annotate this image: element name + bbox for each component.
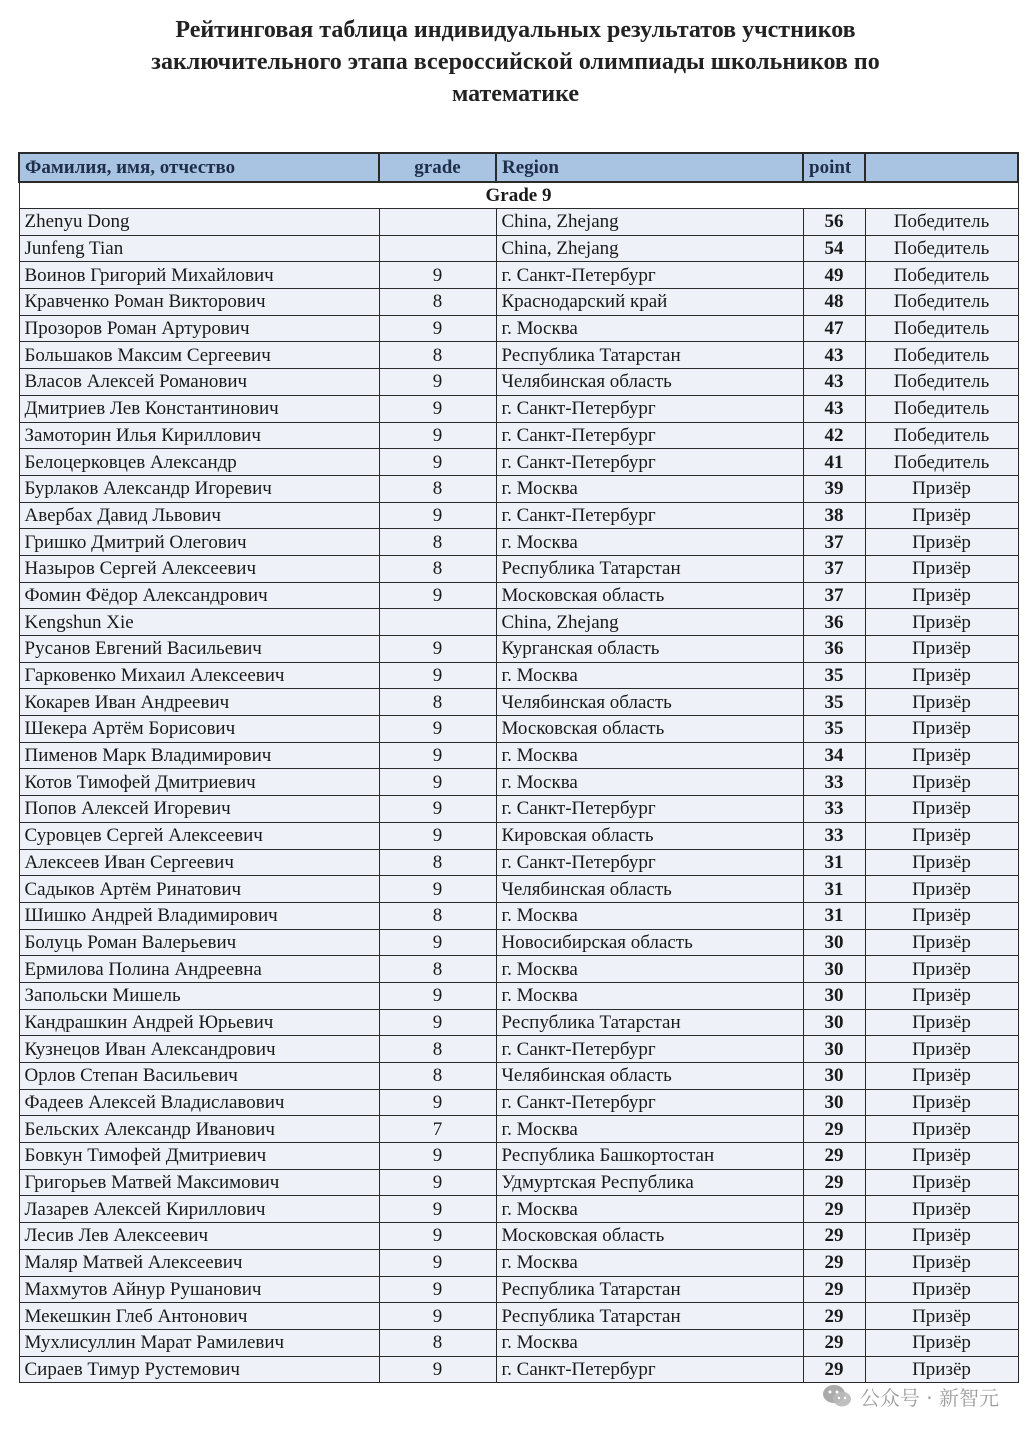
- cell-grade: 9: [379, 395, 496, 422]
- table-row: [19, 742, 1018, 769]
- cell-region: Республика Татарстан: [496, 1303, 803, 1330]
- cell-status: Призёр: [865, 1036, 1018, 1063]
- cell-points: 41: [803, 449, 865, 476]
- cell-points: 35: [803, 689, 865, 716]
- table-row: [19, 1009, 1018, 1036]
- cell-grade: 9: [379, 929, 496, 956]
- cell-region: Челябинская область: [496, 689, 803, 716]
- cell-status: Призёр: [865, 1223, 1018, 1250]
- cell-status: Призёр: [865, 769, 1018, 796]
- cell-name: Замоторин Илья Кириллович: [19, 422, 379, 449]
- cell-grade: 8: [379, 1063, 496, 1090]
- cell-name: Прозоров Роман Артурович: [19, 315, 379, 342]
- cell-status: Призёр: [865, 1249, 1018, 1276]
- cell-points: 49: [803, 262, 865, 289]
- table-row: [19, 982, 1018, 1009]
- cell-region: г. Москва: [496, 315, 803, 342]
- cell-region: China, Zhejang: [496, 609, 803, 636]
- cell-points: 42: [803, 422, 865, 449]
- table-row: [19, 1063, 1018, 1090]
- cell-region: г. Москва: [496, 1249, 803, 1276]
- cell-points: 30: [803, 956, 865, 983]
- cell-status: Победитель: [865, 235, 1018, 262]
- cell-region: г. Москва: [496, 1116, 803, 1143]
- cell-status: Призёр: [865, 742, 1018, 769]
- cell-name: Бельских Александр Иванович: [19, 1116, 379, 1143]
- cell-points: 31: [803, 902, 865, 929]
- cell-grade: 9: [379, 1223, 496, 1250]
- cell-status: Призёр: [865, 876, 1018, 903]
- cell-grade: [379, 235, 496, 262]
- cell-status: Призёр: [865, 1329, 1018, 1356]
- cell-name: Бовкун Тимофей Дмитриевич: [19, 1143, 379, 1170]
- cell-region: Челябинская область: [496, 369, 803, 396]
- table-row: [19, 555, 1018, 582]
- table-row: [19, 1303, 1018, 1330]
- cell-status: Победитель: [865, 342, 1018, 369]
- cell-points: 54: [803, 235, 865, 262]
- table-row: [19, 369, 1018, 396]
- cell-status: Победитель: [865, 369, 1018, 396]
- cell-grade: 9: [379, 982, 496, 1009]
- cell-grade: 9: [379, 876, 496, 903]
- cell-region: г. Москва: [496, 529, 803, 556]
- cell-points: 29: [803, 1303, 865, 1330]
- cell-status: Призёр: [865, 1116, 1018, 1143]
- cell-name: Ермилова Полина Андреевна: [19, 956, 379, 983]
- table-row: [19, 395, 1018, 422]
- cell-grade: 9: [379, 796, 496, 823]
- cell-name: Kengshun Xie: [19, 609, 379, 636]
- table-row: [19, 422, 1018, 449]
- cell-grade: [379, 609, 496, 636]
- table-row: [19, 1329, 1018, 1356]
- cell-name: Дмитриев Лев Константинович: [19, 395, 379, 422]
- cell-grade: 9: [379, 1303, 496, 1330]
- cell-points: 29: [803, 1276, 865, 1303]
- cell-points: 29: [803, 1196, 865, 1223]
- cell-grade: 9: [379, 502, 496, 529]
- cell-status: Призёр: [865, 1196, 1018, 1223]
- title-line-3: математике: [451, 81, 580, 107]
- cell-points: 47: [803, 315, 865, 342]
- table-row: [19, 1276, 1018, 1303]
- cell-status: Призёр: [865, 555, 1018, 582]
- page-title: [0, 14, 1031, 110]
- table-row: [19, 662, 1018, 689]
- cell-region: г. Москва: [496, 956, 803, 983]
- cell-grade: 8: [379, 849, 496, 876]
- column-header-points: point: [803, 153, 865, 182]
- cell-status: Призёр: [865, 636, 1018, 663]
- cell-grade: 9: [379, 662, 496, 689]
- table-row: [19, 235, 1018, 262]
- cell-status: Призёр: [865, 1276, 1018, 1303]
- cell-region: China, Zhejang: [496, 235, 803, 262]
- cell-grade: 9: [379, 315, 496, 342]
- cell-points: 33: [803, 822, 865, 849]
- cell-region: China, Zhejang: [496, 209, 803, 236]
- cell-region: г. Санкт-Петербург: [496, 395, 803, 422]
- cell-status: Победитель: [865, 395, 1018, 422]
- table-row: [19, 449, 1018, 476]
- cell-status: Призёр: [865, 662, 1018, 689]
- cell-status: Призёр: [865, 609, 1018, 636]
- cell-points: 33: [803, 769, 865, 796]
- cell-points: 30: [803, 1036, 865, 1063]
- cell-points: 43: [803, 369, 865, 396]
- cell-name: Болуць Роман Валерьевич: [19, 929, 379, 956]
- cell-points: 29: [803, 1249, 865, 1276]
- cell-points: 35: [803, 662, 865, 689]
- cell-grade: 9: [379, 369, 496, 396]
- cell-status: Призёр: [865, 529, 1018, 556]
- cell-status: Победитель: [865, 209, 1018, 236]
- cell-name: Гришко Дмитрий Олегович: [19, 529, 379, 556]
- cell-points: 30: [803, 1089, 865, 1116]
- table-row: [19, 342, 1018, 369]
- cell-points: 43: [803, 395, 865, 422]
- table-header-row: [19, 153, 1018, 182]
- cell-points: 29: [803, 1329, 865, 1356]
- cell-grade: 9: [379, 822, 496, 849]
- cell-name: Русанов Евгений Васильевич: [19, 636, 379, 663]
- table-row: [19, 1223, 1018, 1250]
- cell-grade: 9: [379, 582, 496, 609]
- cell-status: Призёр: [865, 982, 1018, 1009]
- table-row: [19, 609, 1018, 636]
- cell-region: г. Москва: [496, 662, 803, 689]
- cell-status: Победитель: [865, 422, 1018, 449]
- cell-region: г. Санкт-Петербург: [496, 449, 803, 476]
- cell-name: Junfeng Tian: [19, 235, 379, 262]
- cell-points: 37: [803, 582, 865, 609]
- table-row: [19, 956, 1018, 983]
- cell-region: г. Москва: [496, 902, 803, 929]
- cell-grade: 9: [379, 1249, 496, 1276]
- cell-grade: 9: [379, 1276, 496, 1303]
- table-row: [19, 876, 1018, 903]
- cell-grade: 8: [379, 689, 496, 716]
- cell-name: Шишко Андрей Владимирович: [19, 902, 379, 929]
- cell-region: г. Санкт-Петербург: [496, 1089, 803, 1116]
- cell-region: Удмуртская Республика: [496, 1169, 803, 1196]
- cell-region: г. Санкт-Петербург: [496, 849, 803, 876]
- cell-grade: 9: [379, 636, 496, 663]
- cell-points: 30: [803, 1009, 865, 1036]
- cell-grade: 8: [379, 1036, 496, 1063]
- cell-region: Новосибирская область: [496, 929, 803, 956]
- cell-points: 39: [803, 475, 865, 502]
- cell-region: г. Санкт-Петербург: [496, 422, 803, 449]
- cell-region: г. Москва: [496, 1329, 803, 1356]
- table-row: [19, 822, 1018, 849]
- cell-region: Краснодарский край: [496, 289, 803, 316]
- table-row: [19, 475, 1018, 502]
- table-body: [19, 182, 1018, 1383]
- title-line-2: заключительного этапа всероссийской олимпиады школьников по: [151, 49, 880, 75]
- cell-status: Призёр: [865, 582, 1018, 609]
- cell-name: Власов Алексей Романович: [19, 369, 379, 396]
- cell-region: г. Санкт-Петербург: [496, 1036, 803, 1063]
- cell-region: г. Москва: [496, 742, 803, 769]
- cell-name: Григорьев Матвей Максимович: [19, 1169, 379, 1196]
- cell-region: г. Москва: [496, 475, 803, 502]
- cell-region: Кировская область: [496, 822, 803, 849]
- cell-region: Московская область: [496, 1223, 803, 1250]
- cell-name: Мухлисуллин Марат Рамилевич: [19, 1329, 379, 1356]
- cell-points: 36: [803, 636, 865, 663]
- table-row: [19, 1196, 1018, 1223]
- group-label: Grade 9: [19, 182, 1018, 209]
- cell-name: Zhenyu Dong: [19, 209, 379, 236]
- cell-points: 30: [803, 1063, 865, 1090]
- cell-points: 34: [803, 742, 865, 769]
- cell-points: 30: [803, 982, 865, 1009]
- cell-status: Призёр: [865, 956, 1018, 983]
- cell-status: Призёр: [865, 849, 1018, 876]
- cell-name: Авербах Давид Львович: [19, 502, 379, 529]
- cell-status: Призёр: [865, 822, 1018, 849]
- cell-region: Республика Башкортостан: [496, 1143, 803, 1170]
- cell-points: 36: [803, 609, 865, 636]
- column-header-name: Фамилия, имя, отчество: [19, 153, 379, 182]
- cell-points: 37: [803, 529, 865, 556]
- cell-name: Назыров Сергей Алексеевич: [19, 555, 379, 582]
- cell-grade: 9: [379, 1196, 496, 1223]
- cell-points: 33: [803, 796, 865, 823]
- cell-region: г. Санкт-Петербург: [496, 502, 803, 529]
- cell-grade: 9: [379, 769, 496, 796]
- cell-status: Призёр: [865, 1089, 1018, 1116]
- cell-grade: 8: [379, 342, 496, 369]
- cell-region: г. Санкт-Петербург: [496, 796, 803, 823]
- cell-status: Призёр: [865, 902, 1018, 929]
- cell-status: Победитель: [865, 262, 1018, 289]
- cell-points: 56: [803, 209, 865, 236]
- cell-name: Лесив Лев Алексеевич: [19, 1223, 379, 1250]
- table-row: [19, 262, 1018, 289]
- table-row: [19, 1143, 1018, 1170]
- table-row: [19, 1169, 1018, 1196]
- cell-name: Попов Алексей Игоревич: [19, 796, 379, 823]
- cell-status: Победитель: [865, 315, 1018, 342]
- cell-status: Призёр: [865, 1143, 1018, 1170]
- cell-status: Победитель: [865, 289, 1018, 316]
- table-row: [19, 1356, 1018, 1383]
- cell-name: Большаков Максим Сергеевич: [19, 342, 379, 369]
- cell-name: Махмутов Айнур Рушанович: [19, 1276, 379, 1303]
- cell-status: Призёр: [865, 689, 1018, 716]
- cell-status: Призёр: [865, 475, 1018, 502]
- cell-region: Челябинская область: [496, 1063, 803, 1090]
- cell-grade: 8: [379, 1329, 496, 1356]
- table-row: [19, 636, 1018, 663]
- table-row: [19, 502, 1018, 529]
- cell-name: Котов Тимофей Дмитриевич: [19, 769, 379, 796]
- cell-name: Маляр Матвей Алексеевич: [19, 1249, 379, 1276]
- cell-grade: 9: [379, 1089, 496, 1116]
- cell-grade: 9: [379, 1143, 496, 1170]
- table-row: [19, 209, 1018, 236]
- cell-points: 29: [803, 1169, 865, 1196]
- cell-name: Белоцерковцев Александр: [19, 449, 379, 476]
- cell-region: Республика Татарстан: [496, 1009, 803, 1036]
- cell-grade: 8: [379, 902, 496, 929]
- table-row: [19, 289, 1018, 316]
- cell-grade: 7: [379, 1116, 496, 1143]
- table-row: [19, 315, 1018, 342]
- cell-status: Победитель: [865, 449, 1018, 476]
- cell-name: Фомин Фёдор Александрович: [19, 582, 379, 609]
- title-line-1: Рейтинговая таблица индивидуальных результатов учстников: [175, 17, 856, 43]
- cell-region: Республика Татарстан: [496, 342, 803, 369]
- cell-region: г. Санкт-Петербург: [496, 262, 803, 289]
- cell-name: Лазарев Алексей Кириллович: [19, 1196, 379, 1223]
- group-row: [19, 182, 1018, 209]
- table-row: [19, 1116, 1018, 1143]
- cell-grade: 9: [379, 262, 496, 289]
- cell-grade: 9: [379, 1356, 496, 1383]
- watermark-text: 公众号 · 新智元: [859, 1385, 999, 1410]
- cell-status: Призёр: [865, 1356, 1018, 1383]
- cell-name: Запольски Мишель: [19, 982, 379, 1009]
- cell-region: Республика Татарстан: [496, 555, 803, 582]
- cell-points: 31: [803, 849, 865, 876]
- cell-region: г. Москва: [496, 769, 803, 796]
- cell-grade: 9: [379, 1169, 496, 1196]
- cell-name: Шекера Артём Борисович: [19, 716, 379, 743]
- cell-points: 43: [803, 342, 865, 369]
- cell-name: Кокарев Иван Андреевич: [19, 689, 379, 716]
- cell-points: 35: [803, 716, 865, 743]
- cell-name: Алексеев Иван Сергеевич: [19, 849, 379, 876]
- cell-name: Воинов Григорий Михайлович: [19, 262, 379, 289]
- watermark: [822, 1381, 999, 1411]
- cell-region: Московская область: [496, 582, 803, 609]
- column-header-grade: grade: [379, 153, 496, 182]
- cell-name: Суровцев Сергей Алексеевич: [19, 822, 379, 849]
- cell-grade: [379, 209, 496, 236]
- cell-name: Мекешкин Глеб Антонович: [19, 1303, 379, 1330]
- cell-name: Сираев Тимур Рустемович: [19, 1356, 379, 1383]
- cell-points: 37: [803, 555, 865, 582]
- table-row: [19, 1249, 1018, 1276]
- cell-name: Пименов Марк Владимирович: [19, 742, 379, 769]
- cell-grade: 8: [379, 956, 496, 983]
- cell-region: Челябинская область: [496, 876, 803, 903]
- cell-status: Призёр: [865, 716, 1018, 743]
- cell-name: Гарковенко Михаил Алексеевич: [19, 662, 379, 689]
- cell-status: Призёр: [865, 929, 1018, 956]
- cell-region: г. Санкт-Петербург: [496, 1356, 803, 1383]
- cell-name: Фадеев Алексей Владиславович: [19, 1089, 379, 1116]
- cell-region: Московская область: [496, 716, 803, 743]
- cell-status: Призёр: [865, 1063, 1018, 1090]
- cell-points: 29: [803, 1356, 865, 1383]
- cell-name: Садыков Артём Ринатович: [19, 876, 379, 903]
- cell-grade: 9: [379, 1009, 496, 1036]
- cell-points: 30: [803, 929, 865, 956]
- cell-name: Орлов Степан Васильевич: [19, 1063, 379, 1090]
- cell-status: Призёр: [865, 502, 1018, 529]
- table-row: [19, 582, 1018, 609]
- cell-name: Бурлаков Александр Игоревич: [19, 475, 379, 502]
- column-header-region: Region: [496, 153, 803, 182]
- table-row: [19, 929, 1018, 956]
- cell-status: Призёр: [865, 1009, 1018, 1036]
- cell-grade: 8: [379, 555, 496, 582]
- cell-points: 29: [803, 1116, 865, 1143]
- cell-points: 48: [803, 289, 865, 316]
- cell-name: Кузнецов Иван Александрович: [19, 1036, 379, 1063]
- table-row: [19, 1036, 1018, 1063]
- table-row: [19, 769, 1018, 796]
- wechat-icon: [822, 1383, 852, 1409]
- table-row: [19, 529, 1018, 556]
- table-row: [19, 1089, 1018, 1116]
- cell-status: Призёр: [865, 1169, 1018, 1196]
- cell-grade: 9: [379, 716, 496, 743]
- cell-region: г. Москва: [496, 1196, 803, 1223]
- cell-points: 38: [803, 502, 865, 529]
- cell-region: Республика Татарстан: [496, 1276, 803, 1303]
- cell-region: г. Москва: [496, 982, 803, 1009]
- table-row: [19, 716, 1018, 743]
- column-header-status: [865, 153, 1018, 182]
- cell-points: 31: [803, 876, 865, 903]
- cell-name: Кандрашкин Андрей Юрьевич: [19, 1009, 379, 1036]
- cell-status: Призёр: [865, 1303, 1018, 1330]
- table-row: [19, 689, 1018, 716]
- cell-grade: 8: [379, 475, 496, 502]
- table-row: [19, 796, 1018, 823]
- cell-grade: 9: [379, 449, 496, 476]
- table-row: [19, 902, 1018, 929]
- cell-name: Кравченко Роман Викторович: [19, 289, 379, 316]
- cell-points: 29: [803, 1143, 865, 1170]
- table-row: [19, 849, 1018, 876]
- cell-region: Курганская область: [496, 636, 803, 663]
- cell-grade: 8: [379, 529, 496, 556]
- cell-grade: 9: [379, 742, 496, 769]
- cell-status: Призёр: [865, 796, 1018, 823]
- cell-grade: 9: [379, 422, 496, 449]
- results-table: [18, 152, 1019, 1383]
- cell-grade: 8: [379, 289, 496, 316]
- cell-points: 29: [803, 1223, 865, 1250]
